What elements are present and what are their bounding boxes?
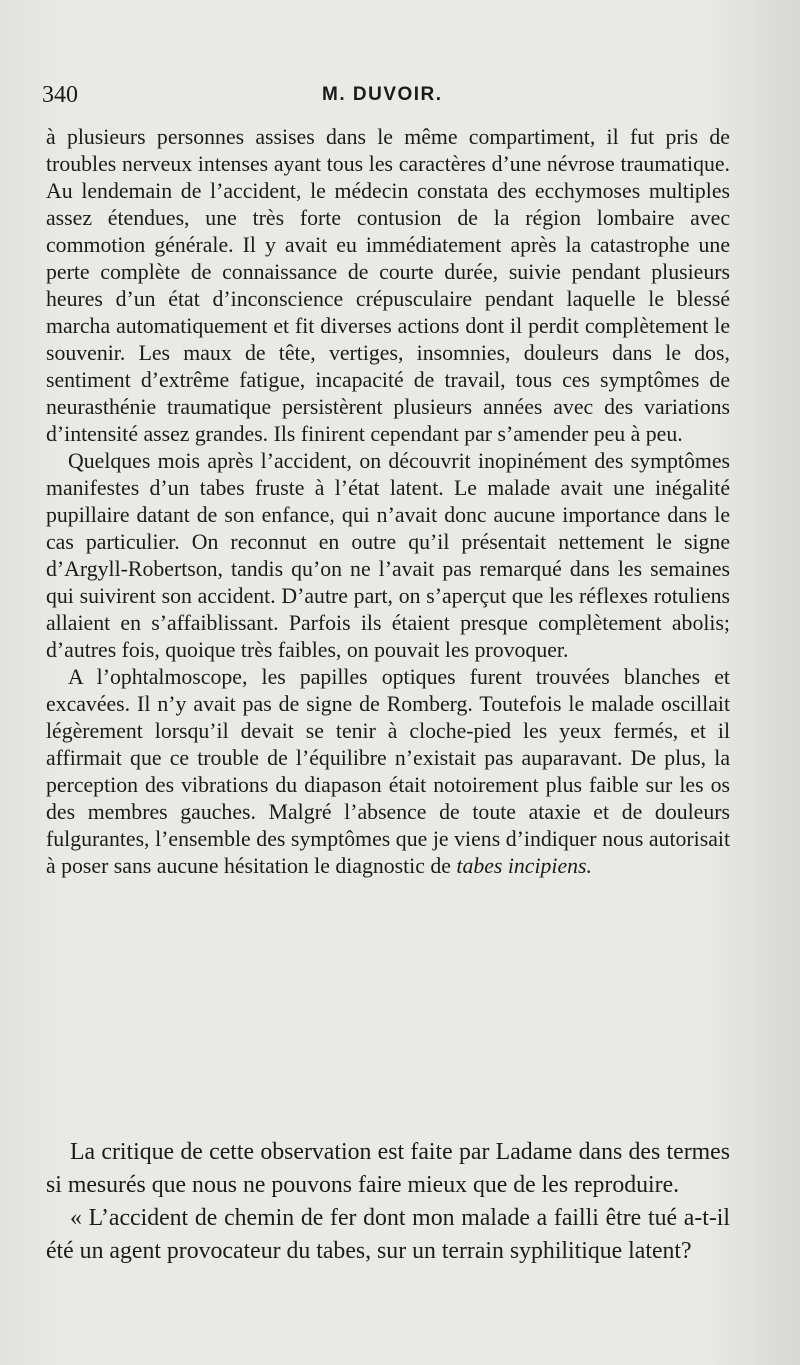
page-number: 340 bbox=[42, 82, 78, 108]
paragraph-4: La critique de cette observation est faite par Ladame dans des termes si mesurés que nous ne pouvons faire mieux que de les reproduire. bbox=[46, 1139, 730, 1198]
paragraph-3 bbox=[46, 664, 730, 880]
observation-text bbox=[46, 124, 730, 880]
paragraph-1: à plusieurs personnes assises dans le même compartiment, il fut pris de troubles nerveux intenses ayant tous les caractères d’une névrose traumatique. Au lendemain de l’accident, le médecin constata des ecchymoses multiples assez étendues, une très forte contusion de la région lombaire avec commotion générale. Il y avait eu immédiatement après la catastrophe une perte complète de connaissance de courte durée, suivie pendant plusieurs heures d’un état d’inconscience crépusculaire pendant laquelle le blessé marcha automatiquement et fit diverses actions dont il perdit complètement le souvenir. Les maux de tête, vertiges, insomnies, douleurs dans le dos, sentiment d’extrême fatigue, incapacité de travail, tous ces symptômes de neurasthénie traumatique persistèrent plusieurs années avec des variations d’intensité assez grandes. Ils finirent cependant par s’amender peu à peu. bbox=[46, 125, 730, 446]
commentary-text bbox=[46, 1136, 730, 1268]
paragraph-3-italic: tabes incipiens. bbox=[456, 854, 592, 878]
paragraph-3-text: A l’ophtalmoscope, les papilles optiques furent trouvées blanches et excavées. Il n’y avait pas de signe de Romberg. Toutefois le malade oscillait légèrement lorsqu’il devait se tenir à cloche-pied les yeux fermés, et il affirmait que ce trouble de l’équilibre n’existait pas auparavant. De plus, la perception des vibrations du diapason était notoirement plus faible sur les os des membres gauches. Malgré l’absence de toute ataxie et de douleurs fulgurantes, l’ensemble des symptômes que je viens d’indiquer nous autorisait à poser sans aucune hésitation le diagnostic de bbox=[46, 665, 730, 878]
paragraph-2: Quelques mois après l’accident, on découvrit inopinément des symptômes manifestes d’un tabes fruste à l’état latent. Le malade avait une inégalité pupillaire datant de son enfance, qui n’avait donc aucune importance dans le cas particulier. On reconnut en outre qu’il présentait nettement le signe d’Argyll-Robertson, tandis qu’on ne l’avait pas remarqué dans les semaines qui suivirent son accident. D’autre part, on s’aperçut que les réflexes rotuliens allaient en s’affaiblissant. Parfois ils étaient presque complètement abolis; d’autres fois, quoique très faibles, on pouvait les provoquer. bbox=[46, 449, 730, 662]
running-title: M. DUVOIR. bbox=[322, 84, 443, 105]
paragraph-5: « L’accident de chemin de fer dont mon malade a failli être tué a-t-il été un agent provocateur du tabes, sur un terrain syphilitique latent? bbox=[46, 1205, 730, 1264]
running-head bbox=[42, 82, 742, 114]
